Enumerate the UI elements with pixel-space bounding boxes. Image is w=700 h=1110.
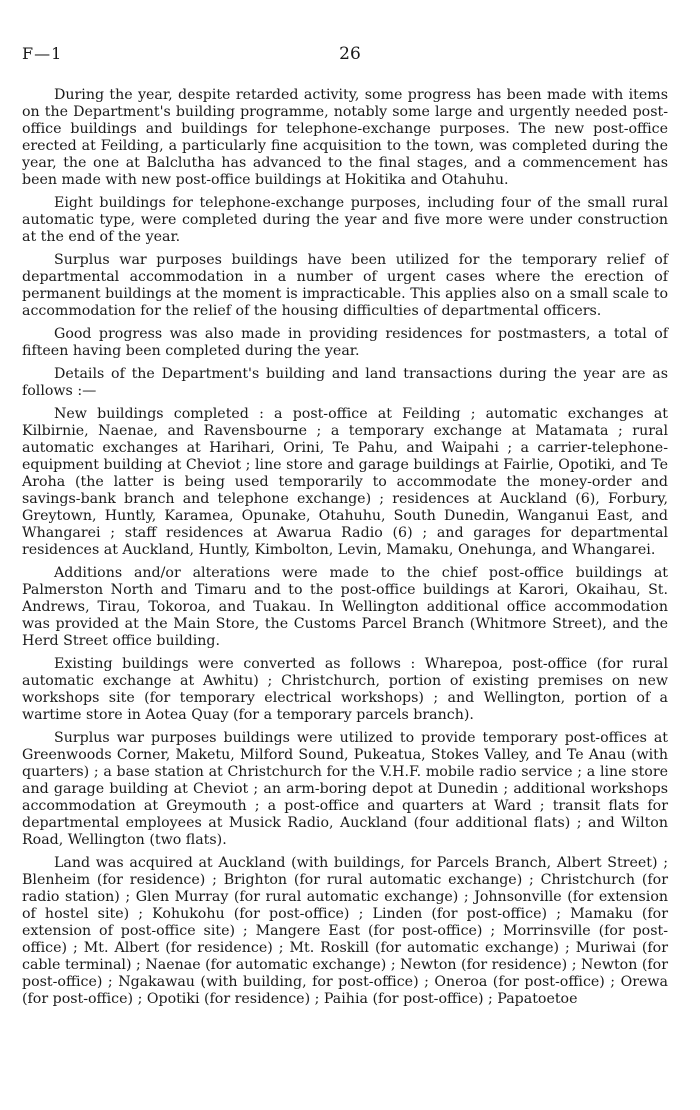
- paragraph-additions-alterations: Additions and/or alterations were made to the chief post-office buildings at Palmerston North and Timaru and to the post-office buildings at Karori, Okaihau, St. Andrews, Tirau, Tokoroa, and Tuakau. In Wellington additional office accommodation was provided at the Main Store, the Customs Parcel Branch (Whitmore Street), and the Herd Street office building.: [22, 565, 668, 649]
- paragraph-details-intro: Details of the Department's building and land transactions during the year are as follows :—: [22, 366, 668, 399]
- paragraph-conversions: Existing buildings were converted as follows : Wharepoa, post-office (for rural automatic exchange at Awhitu) ; Christchurch, portion of existing premises on new workshops site (for temporary electrical workshops) ; and Wellington, portion of a wartime store in Aotea Quay (for a temporary parcels branch).: [22, 656, 668, 723]
- paragraph-building-programme: During the year, despite retarded activity, some progress has been made with items on the Department's building programme, notably some large and urgently needed post-office buildings and buildings for telephone-exchange purposes. The new post-office erected at Feilding, a particularly fine acquisition to the town, was completed during the year, the one at Balclutha has advanced to the final stages, and a commencement has been made with new post-office buildings at Hokitika and Otahuhu.: [22, 87, 668, 188]
- paragraph-surplus-war-buildings: Surplus war purposes buildings have been utilized for the temporary relief of departmental accommodation in a number of urgent cases where the erection of permanent buildings at the moment is impracticable. This applies also on a small scale to accommodation for the relief of the housing difficulties of departmental officers.: [22, 252, 668, 319]
- body-text: [22, 87, 668, 1014]
- paragraph-land-acquired: Land was acquired at Auckland (with buildings, for Parcels Branch, Albert Street) ; Blenheim (for residence) ; Brighton (for rural automatic exchange) ; Christchurch (for radio station) ; Glen Murray (for rural automatic exchange) ; Johnsonville (for extension of hostel site) ; Kohukohu (for post-office) ; Linden (for post-office) ; Mamaku (for extension of post-office site) ; Mangere East (for post-office) ; Morrinsville (for post-office) ; Mt. Albert (for residence) ; Mt. Roskill (for automatic exchange) ; Muriwai (for cable terminal) ; Naenae (for automatic exchange) ; Newton (for residence) ; Newton (for post-office) ; Ngakawau (with building, for post-office) ; Oneroa (for post-office) ; Orewa (for post-office) ; Opotiki (for residence) ; Paihia (for post-office) ; Papatoetoe: [22, 855, 668, 1007]
- paragraph-postmaster-residences: Good progress was also made in providing residences for postmasters, a total of fifteen having been completed during the year.: [22, 326, 668, 359]
- paragraph-telephone-exchange-buildings: Eight buildings for telephone-exchange purposes, including four of the small rural automatic type, were completed during the year and five more were under construction at the end of the year.: [22, 195, 668, 245]
- page-header: [22, 44, 678, 68]
- paragraph-temporary-post-offices: Surplus war purposes buildings were utilized to provide temporary post-offices at Greenwoods Corner, Maketu, Milford Sound, Pukeatua, Stokes Valley, and Te Anau (with quarters) ; a base station at Christchurch for the V.H.F. mobile radio service ; a line store and garage building at Cheviot ; an arm-boring depot at Dunedin ; additional workshops accommodation at Greymouth ; a post-office and quarters at Ward ; transit flats for departmental employees at Musick Radio, Auckland (four additional flats) ; and Wilton Road, Wellington (two flats).: [22, 730, 668, 848]
- document-reference: F—1: [22, 44, 63, 63]
- paragraph-new-buildings: New buildings completed : a post-office at Feilding ; automatic exchanges at Kilbirnie, Naenae, and Ravensbourne ; a temporary exchange at Matamata ; rural automatic exchanges at Harihari, Orini, Te Pahu, and Waipahi ; a carrier-telephone-equipment building at Cheviot ; line store and garage buildings at Fairlie, Opotiki, and Te Aroha (the latter is being used temporarily to accommodate the money-order and savings-bank branch and telephone exchange) ; residences at Auckland (6), Forbury, Greytown, Huntly, Karamea, Opunake, Otahuhu, South Dunedin, Wanganui East, and Whangarei ; staff residences at Awarua Radio (6) ; and garages for departmental residences at Auckland, Huntly, Kimbolton, Levin, Mamaku, Onehunga, and Whangarei.: [22, 406, 668, 558]
- page-number: 26: [339, 44, 361, 64]
